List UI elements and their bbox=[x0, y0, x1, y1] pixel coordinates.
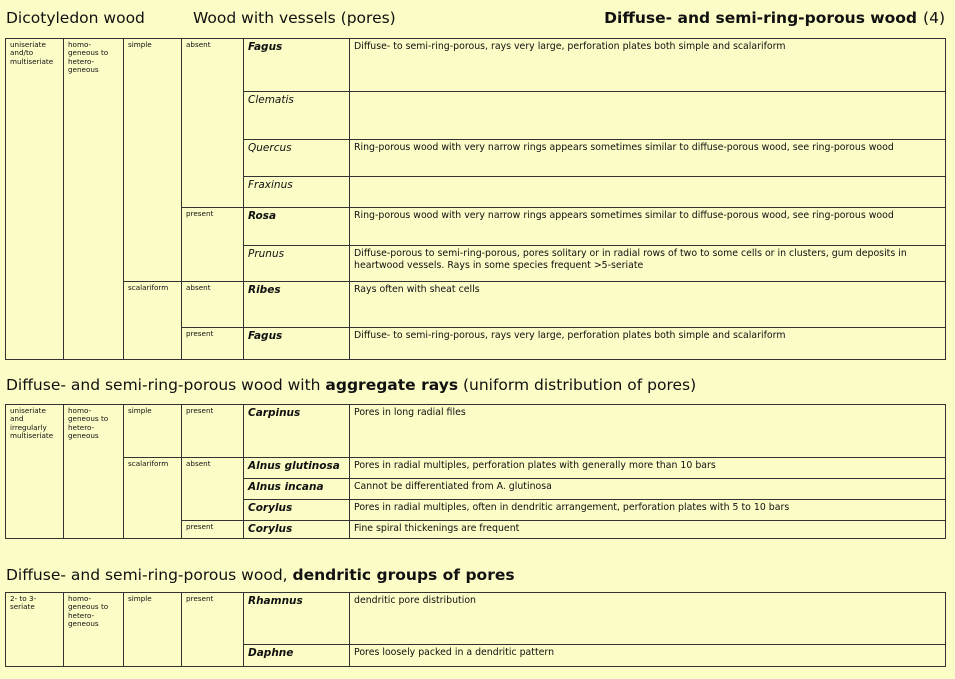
genus-cell: Alnus incana bbox=[244, 479, 350, 500]
spiral-absent-cell: absent bbox=[182, 458, 244, 521]
perforation-simple-cell: simple bbox=[124, 593, 182, 667]
section-heading-pre: Diffuse- and semi-ring-porous wood, bbox=[6, 566, 293, 584]
key-table-1 bbox=[5, 38, 946, 360]
description-cell: Diffuse- to semi-ring-porous, rays very large, perforation plates both simple and scalariform bbox=[350, 328, 946, 360]
description-cell: Pores in radial multiples, often in dendritic arrangement, perforation plates with 5 to 10 bars bbox=[350, 500, 946, 521]
ray-width-cell: 2- to 3-seriate bbox=[6, 593, 64, 667]
genus-cell: Prunus bbox=[244, 246, 350, 282]
perforation-simple-cell: simple bbox=[124, 39, 182, 282]
spiral-absent-cell: absent bbox=[182, 282, 244, 328]
description-cell: Fine spiral thickenings are frequent bbox=[350, 521, 946, 539]
title-section bbox=[604, 9, 945, 27]
spiral-present-cell: present bbox=[182, 328, 244, 360]
genus-cell: Rosa bbox=[244, 208, 350, 246]
genus-cell: Fraxinus bbox=[244, 177, 350, 208]
spiral-present-cell: present bbox=[182, 208, 244, 282]
description-cell: Ring-porous wood with very narrow rings appears sometimes similar to diffuse-porous wood, see ring-porous wood bbox=[350, 208, 946, 246]
table-row bbox=[6, 405, 946, 458]
description-cell: Diffuse-porous to semi-ring-porous, pores solitary or in radial rows of two to some cells or in clusters, gum deposits in heartwood vessels. Rays in some species frequent >5-seriate bbox=[350, 246, 946, 282]
genus-cell: Daphne bbox=[244, 645, 350, 667]
genus-cell: Carpinus bbox=[244, 405, 350, 458]
perforation-scalariform-cell: scalariform bbox=[124, 282, 182, 360]
description-cell bbox=[350, 177, 946, 208]
title-vessels: Wood with vessels (pores) bbox=[193, 9, 396, 27]
genus-cell: Rhamnus bbox=[244, 593, 350, 645]
ray-type-cell: homo-geneous to hetero-geneous bbox=[64, 593, 124, 667]
ray-width-cell: uniseriate and irregularly multiseriate bbox=[6, 405, 64, 539]
section-heading-dendritic bbox=[6, 566, 515, 584]
page-number: (4) bbox=[923, 9, 945, 27]
key-table-2 bbox=[5, 404, 946, 539]
genus-cell: Corylus bbox=[244, 521, 350, 539]
perforation-simple-cell: simple bbox=[124, 405, 182, 458]
description-cell: Pores loosely packed in a dendritic pattern bbox=[350, 645, 946, 667]
description-cell: dendritic pore distribution bbox=[350, 593, 946, 645]
section-heading-post: (uniform distribution of pores) bbox=[458, 376, 697, 394]
description-cell: Pores in radial multiples, perforation plates with generally more than 10 bars bbox=[350, 458, 946, 479]
section-heading-pre: Diffuse- and semi-ring-porous wood with bbox=[6, 376, 326, 394]
table-row bbox=[6, 593, 946, 645]
ray-type-cell: homo-geneous to hetero-geneous bbox=[64, 405, 124, 539]
genus-cell: Ribes bbox=[244, 282, 350, 328]
ray-width-cell: uniseriate and/to multiseriate bbox=[6, 39, 64, 360]
title-dicotyledon: Dicotyledon wood bbox=[6, 9, 145, 27]
section-heading-bold: dendritic groups of pores bbox=[292, 566, 515, 584]
description-cell: Rays often with sheat cells bbox=[350, 282, 946, 328]
description-cell: Diffuse- to semi-ring-porous, rays very large, perforation plates both simple and scalariform bbox=[350, 39, 946, 92]
spiral-absent-cell: absent bbox=[182, 39, 244, 208]
section-heading-aggregate-rays bbox=[6, 376, 696, 394]
description-cell: Cannot be differentiated from A. glutinosa bbox=[350, 479, 946, 500]
genus-cell: Clematis bbox=[244, 92, 350, 140]
table-row bbox=[6, 282, 946, 328]
table-row bbox=[6, 458, 946, 479]
perforation-scalariform-cell: scalariform bbox=[124, 458, 182, 539]
table-row bbox=[6, 39, 946, 92]
spiral-present-cell: present bbox=[182, 405, 244, 458]
ray-type-cell: homo-geneous to hetero-geneous bbox=[64, 39, 124, 360]
section-heading-bold: aggregate rays bbox=[325, 376, 459, 394]
title-section-text: Diffuse- and semi-ring-porous wood bbox=[604, 9, 918, 27]
description-cell: Ring-porous wood with very narrow rings appears sometimes similar to diffuse-porous wood, see ring-porous wood bbox=[350, 140, 946, 177]
genus-cell: Fagus bbox=[244, 39, 350, 92]
spiral-present-cell: present bbox=[182, 521, 244, 539]
genus-cell: Fagus bbox=[244, 328, 350, 360]
description-cell bbox=[350, 92, 946, 140]
spiral-present-cell: present bbox=[182, 593, 244, 667]
page-header bbox=[6, 6, 945, 30]
key-table-3 bbox=[5, 592, 946, 667]
genus-cell: Alnus glutinosa bbox=[244, 458, 350, 479]
genus-cell: Corylus bbox=[244, 500, 350, 521]
description-cell: Pores in long radial files bbox=[350, 405, 946, 458]
genus-cell: Quercus bbox=[244, 140, 350, 177]
